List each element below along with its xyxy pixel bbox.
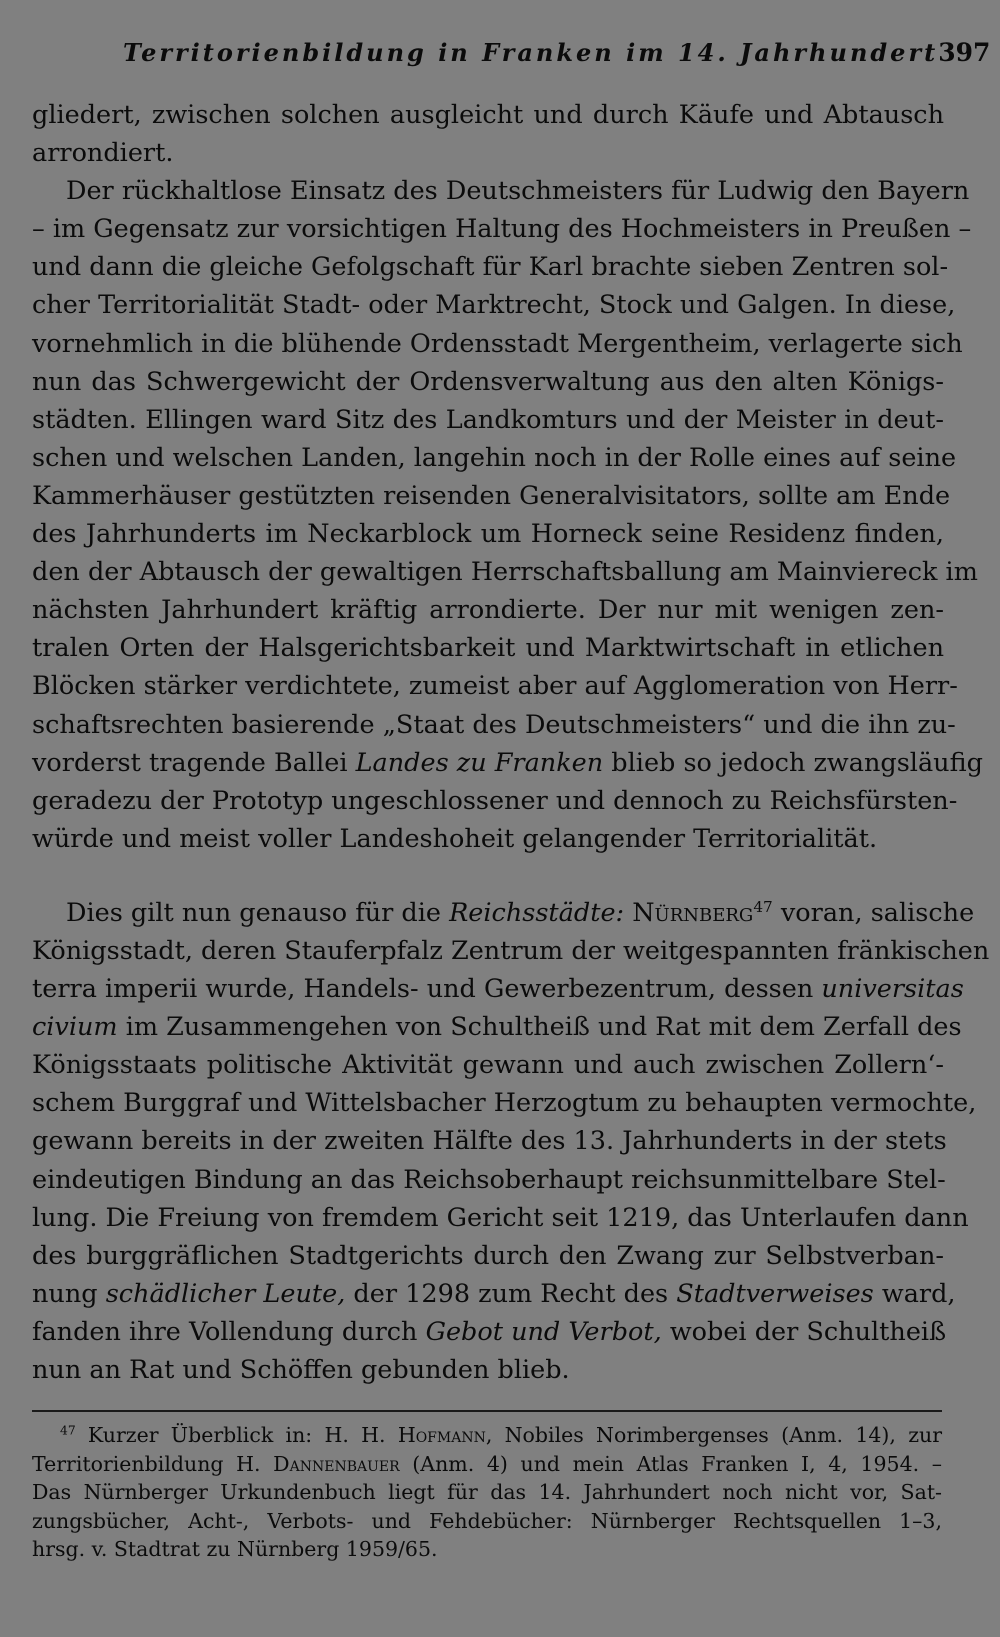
text-run: Territorienbildung H. [32, 1451, 274, 1476]
text-run: , Nobiles Norimbergenses (Anm. 14), zur [485, 1423, 942, 1447]
italic-term: schädlicher Leute, [105, 1278, 346, 1309]
text-line: Kammerhäuser gestützten reisenden Generalvisitators, sollte am Ende [32, 480, 951, 511]
text-line: tralen Orten der Halsgerichtsbarkeit und Marktwirtschaft in etlichen [32, 633, 944, 664]
page-number: 397 [938, 38, 991, 67]
text-line: Der rückhaltlose Einsatz des Deutschmeisters für Ludwig den Bayern [66, 176, 970, 207]
footnote-divider [32, 1410, 942, 1412]
text-line [32, 970, 964, 1008]
small-caps-name: Nürnberg [624, 897, 754, 928]
footnote-line: hrsg. v. Stadtrat zu Nürnberg 1959/65. [32, 1537, 438, 1561]
text-line: nun das Schwergewicht der Ordensverwaltung aus den alten Königs- [32, 366, 944, 397]
text-line: nächsten Jahrhundert kräftig arrondierte. Der nur mit wenigen zen- [32, 595, 944, 626]
text-run: fanden ihre Vollendung durch [32, 1316, 426, 1347]
text-line: schem Burggraf und Wittelsbacher Herzogtum zu behaupten vermochte, [32, 1088, 977, 1119]
text-line: und dann die gleiche Gefolgschaft für Karl brachte sieben Zentren sol- [32, 252, 949, 283]
footnotes [32, 1421, 942, 1564]
text-run: der 1298 zum Recht des [345, 1278, 677, 1309]
text-line [32, 1275, 956, 1313]
text-line: Blöcken stärker verdichtete, zumeist aber auf Agglomeration von Herr- [32, 671, 958, 702]
text-line: des burggräflichen Stadtgerichts durch den Zwang zur Selbstverban- [32, 1240, 944, 1271]
italic-term: civium [32, 1012, 118, 1043]
text-line: nun an Rat und Schöffen gebunden blieb. [32, 1355, 570, 1385]
text-line: vornehmlich in die blühende Ordensstadt Mergentheim, verlagerte sich [32, 328, 963, 359]
text-run: im Zusammengehen von Schultheiß und Rat mit dem Zerfall des [117, 1012, 962, 1043]
text-line: schaftsrechten basierende „Staat des Deutschmeisters“ und die ihn zu- [32, 709, 956, 740]
text-line: gliedert, zwischen solchen ausgleicht und durch Käufe und Abtausch [32, 100, 944, 130]
text-line: schen und welschen Landen, langehin noch in der Rolle eines auf seine [32, 442, 957, 473]
italic-term: Stadtverweises [676, 1278, 874, 1309]
text-run: wobei der Schultheiß [661, 1316, 947, 1347]
text-line [32, 894, 975, 932]
text-line [32, 1008, 962, 1046]
text-run: Kurzer Überblick in: H. H. [75, 1423, 398, 1447]
text-line: arrondiert. [32, 138, 174, 169]
document-page [28, 0, 991, 1637]
text-line: Königsstadt, deren Stauferpfalz Zentrum der weitgespannten fränkischen [32, 935, 990, 966]
text-line [32, 744, 983, 782]
text-run: Dies gilt nun genauso für die [66, 897, 450, 928]
text-run: voran, salische [772, 897, 975, 928]
text-line: des Jahrhunderts im Neckarblock um Horneck seine Residenz finden, [32, 519, 944, 550]
footnote-line [32, 1450, 942, 1479]
text-run: vorderst tragende Ballei [32, 747, 356, 778]
text-line: – im Gegensatz zur vorsichtigen Haltung des Hochmeisters in Preußen – [32, 214, 972, 245]
small-caps-name: Dannenbauer [273, 1451, 400, 1476]
text-line: den der Abtausch der gewaltigen Herrschaftsballung am Mainviereck im [32, 557, 978, 588]
body-text [32, 96, 990, 1389]
footnote-line: Das Nürnberger Urkundenbuch liegt für das 14. Jahrhundert noch nicht vor, Sat- [32, 1480, 942, 1504]
text-line: lung. Die Freiung von fremdem Gericht seit 1219, das Unterlaufen dann [32, 1202, 969, 1233]
running-title: Territorienbildung in Franken im 14. Jahrhundert [123, 38, 939, 67]
text-line [32, 1313, 947, 1351]
footnote-number: 47 [60, 1423, 76, 1438]
text-line: cher Territorialität Stadt- oder Marktrecht, Stock und Galgen. In diese, [32, 290, 956, 321]
text-line: eindeutigen Bindung an das Reichsoberhaupt reichsunmittelbare Stel- [32, 1164, 946, 1195]
text-run: terra imperii wurde, Handels- und Gewerbezentrum, dessen [32, 974, 822, 1005]
text-run: blieb so jedoch zwangsläufig [603, 747, 983, 778]
italic-term: Landes zu Franken [355, 747, 604, 778]
italic-term: universitas [821, 974, 964, 1005]
section-gap [32, 858, 944, 894]
text-run: (Anm. 4) und mein Atlas Franken I, 4, 1954. – [399, 1451, 942, 1476]
text-line: geradezu der Prototyp ungeschlossener und dennoch zu Reichsfürsten- [32, 785, 958, 816]
italic-term: Reichsstädte: [449, 897, 625, 928]
text-run: nung [32, 1278, 106, 1309]
small-caps-name: Hofmann [397, 1423, 486, 1447]
footnote-line [32, 1421, 942, 1450]
running-header [123, 38, 991, 74]
italic-term: Gebot und Verbot, [425, 1316, 662, 1347]
text-line: städten. Ellingen ward Sitz des Landkomturs und der Meister in deut- [32, 404, 944, 435]
text-run: ward, [873, 1278, 956, 1309]
footnote-reference[interactable]: 47 [753, 897, 773, 916]
text-line: würde und meist voller Landeshoheit gelangender Territorialität. [32, 823, 878, 854]
text-line: Königsstaats politische Aktivität gewann und auch zwischen Zollern‘- [32, 1050, 944, 1081]
footnote-line: zungsbücher, Acht-, Verbots- und Fehdebücher: Nürnberger Rechtsquellen 1–3, [32, 1508, 942, 1533]
text-line: gewann bereits in der zweiten Hälfte des 13. Jahrhunderts in der stets [32, 1126, 947, 1157]
